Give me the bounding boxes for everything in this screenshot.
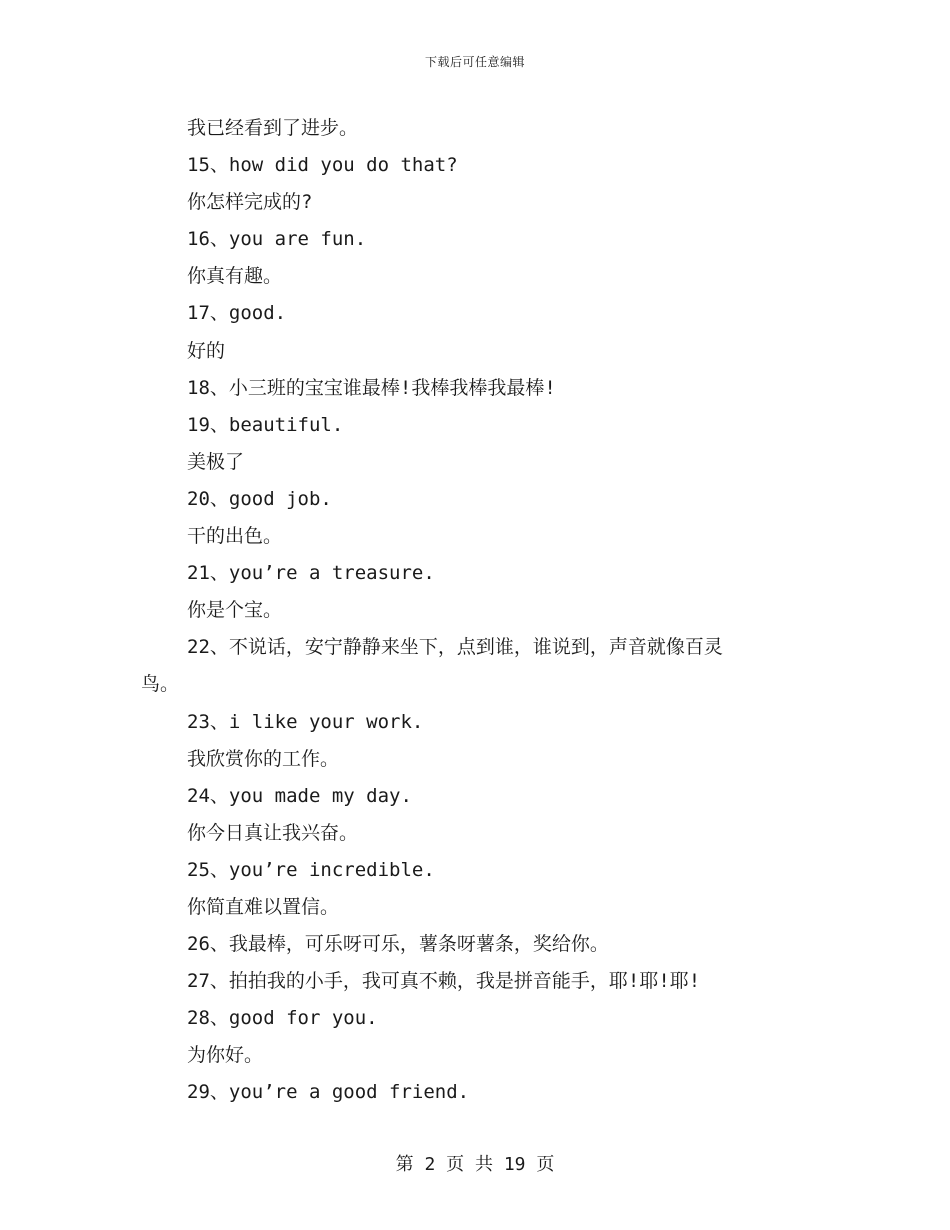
page-number-footer: 第 2 页 共 19 页 (395, 1154, 555, 1175)
text-line: 23、i like your work. (187, 710, 424, 733)
text-line: 29、you’re a good friend. (187, 1081, 470, 1104)
text-line: 干的出色。 (187, 525, 283, 548)
text-line: 15、how did you do that? (187, 154, 458, 177)
text-line: 美极了 (187, 450, 245, 473)
text-line: 28、good for you. (187, 1007, 378, 1030)
text-line: 我已经看到了进步。 (187, 117, 359, 139)
document-body (0, 110, 950, 1112)
text-line: 27、拍拍我的小手，我可真不赖，我是拼音能手，耶!耶!耶! (187, 970, 701, 993)
text-line: 16、you are fun. (187, 228, 367, 251)
text-line: 21、you’re a treasure. (187, 562, 435, 585)
text-line: 为你好。 (187, 1044, 264, 1067)
text-line: 你今日真让我兴奋。 (187, 821, 359, 844)
text-line: 19、beautiful. (187, 413, 344, 436)
text-line: 24、you made my day. (187, 784, 412, 807)
text-line: 22、不说话，安宁静静来坐下，点到谁，谁说到，声音就像百灵 (187, 636, 723, 659)
page-header: 下载后可任意编辑 (424, 55, 525, 69)
text-line: 17、good. (187, 302, 287, 325)
text-line: 你真有趣。 (187, 265, 283, 288)
text-line: 25、you’re incredible. (187, 858, 435, 881)
text-line: 26、我最棒，可乐呀可乐，薯条呀薯条，奖给你。 (187, 933, 609, 956)
text-line: 你简直难以置信。 (187, 895, 340, 918)
text-line: 20、good job. (187, 487, 332, 510)
text-line: 18、小三班的宝宝谁最棒!我棒我棒我最棒! (187, 376, 556, 399)
text-line: 你是个宝。 (187, 599, 283, 622)
text-line: 我欣赏你的工作。 (187, 747, 340, 770)
text-line: 你怎样完成的? (187, 191, 313, 214)
text-line: 好的 (187, 339, 226, 362)
text-line-continuation: 鸟。 (141, 673, 180, 696)
